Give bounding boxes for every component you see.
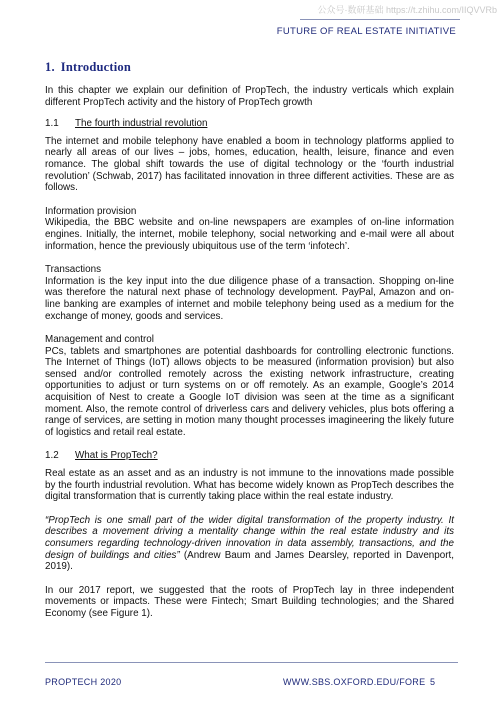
quote-text: “PropTech is one small part of the wider digital transformation of the property industry. It describes a movement driving a mentality change within the real estate industry and its consumers regarding technology-driven innovation in data assembly, transactions, and the design of buildings and cities” [45, 514, 454, 561]
chapter-number: 1. [45, 60, 55, 74]
section-title: The fourth industrial revolution [75, 118, 208, 130]
section-heading-1-2 [45, 450, 454, 462]
block-title-transactions: Transactions [45, 264, 101, 276]
block-text-management: PCs, tablets and smartphones are potential dashboards for controlling electronic functions. The Internet of Things (IoT) allows objects to be measured (information provision) but also sensed and/or controlled remotely across the existing network infrastructure, creating opportunities to adjust or turn systems on or off remotely. As an example, Google’s 2014 acquisition of Nest to create a Google IoT division was seen at the time as a significant moment. Also, the remote control of driverless cars and delivery vehicles, plus bots offering a range of services, are setting in motion many thought processes imagineering the likely future of logistics and retail real estate. [45, 345, 454, 438]
block-text-transactions: Information is the key input into the due diligence phase of a transaction. Shopping on-line was therefore the natural next phase of technology development. PayPal, Amazon and on-line banking are examples of internet and mobile telephony being used as a medium for the exchange of money, goods and services. [45, 275, 454, 322]
section-heading-1-1 [45, 118, 454, 130]
block-title-management: Management and control [45, 334, 154, 346]
chapter-intro: In this chapter we explain our definition of PropTech, the industry verticals which explain different PropTech activity and the history of PropTech growth [45, 85, 454, 108]
page-number: 5 [430, 677, 436, 687]
section-1-2-paragraph-2: In our 2017 report, we suggested that the roots of PropTech lay in three independent movements or impacts. These were Fintech; Smart Building technologies; and the Shared Economy (see Figure 1). [45, 584, 454, 619]
block-title-information: Information provision [45, 205, 137, 217]
section-title: What is PropTech? [75, 450, 158, 462]
header-rule [300, 19, 460, 20]
main-content [45, 60, 454, 632]
block-text-information: Wikipedia, the BBC website and on-line newspapers are examples of on-line information engines. Initially, the internet, mobile telephony, social networking and e-mail were all about information, hence the previously ubiquitous use of the term ‘infotech’. [45, 217, 454, 252]
section-1-1-paragraph: The internet and mobile telephony have enabled a boom in technology platforms applied to nearly all areas of our lives – jobs, homes, education, health, leisure, finance and even romance. The global shift towards the use of digital technology or the ‘fourth industrial revolution’ (Schwab, 2017) has facilitated innovation in three different activities. These are as follows. [45, 135, 454, 194]
proptech-quote [45, 515, 454, 573]
footer-title: PROPTECH 2020 [45, 677, 122, 687]
section-1-2-paragraph-1: Real estate as an asset and as an industry is not immune to the innovations made possible by the fourth industrial revolution. What has become widely known as PropTech describes the digital transformation that is currently taking place within the real estate industry. [45, 468, 454, 503]
section-number: 1.2 [45, 450, 59, 462]
quote-citation: (Andrew Baum and James Dearsley, reported in Davenport, 2019). [45, 549, 454, 573]
footer-url-link[interactable]: WWW.SBS.OXFORD.EDU/FORE [283, 677, 426, 687]
chapter-heading [45, 60, 454, 75]
corner-watermark: 公众号·数研基础 https://t.zhihu.com/IIQVVRb [317, 5, 497, 15]
running-header: FUTURE OF REAL ESTATE INITIATIVE [276, 26, 456, 37]
chapter-title: Introduction [60, 60, 132, 74]
footer-rule [45, 662, 458, 663]
section-number: 1.1 [45, 118, 59, 130]
